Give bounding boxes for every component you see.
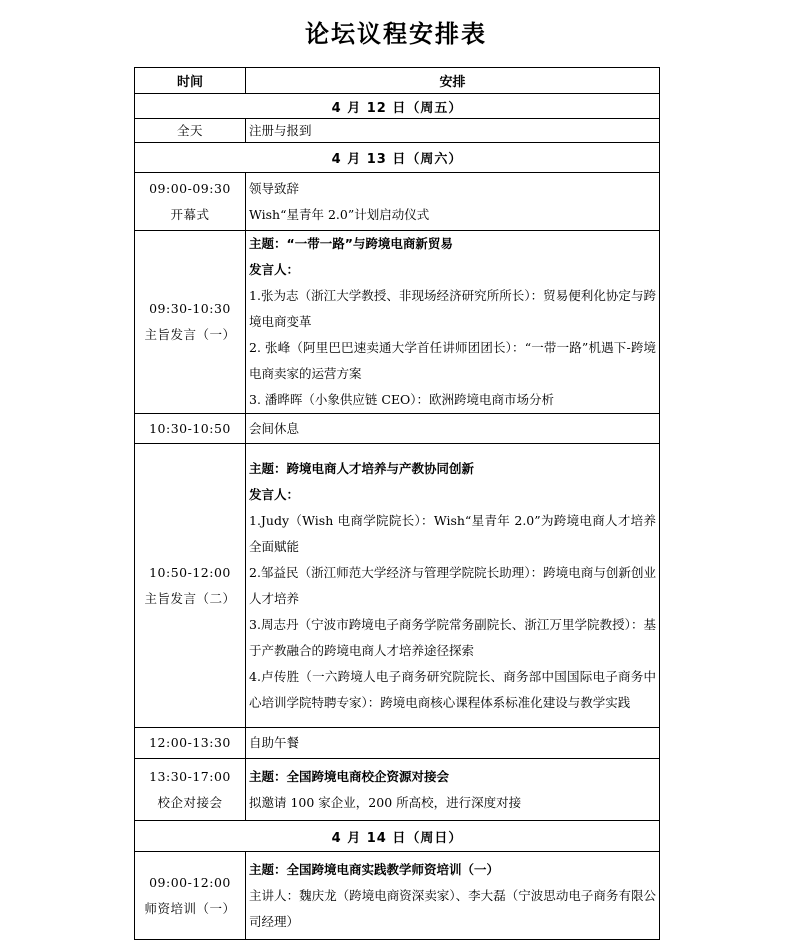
time-cell: 全天 — [135, 119, 246, 143]
plan-cell: 注册与报到 — [246, 119, 660, 143]
time-range: 09:30-10:30 — [149, 301, 231, 316]
plan-cell — [246, 173, 660, 231]
speaker-item: 4.卢传胜（一六跨境人电子商务研究院院长、商务部中国国际电子商务中心培训学院特聘专家）：跨境电商核心课程体系标准化建设与教学实践 — [249, 668, 656, 710]
plan-cell — [246, 231, 660, 414]
table-row — [135, 444, 660, 728]
date-day3: 4 月 14 日（周日） — [135, 821, 660, 852]
table-row — [135, 173, 660, 231]
date-row — [135, 94, 660, 119]
date-row — [135, 821, 660, 852]
time-cell — [135, 231, 246, 414]
time-range: 09:00-09:30 — [149, 180, 231, 196]
time-cell: 12:00-13:30 — [135, 728, 246, 759]
speaker-item: 2. 张峰（阿里巴巴速卖通大学首任讲师团团长）：“一带一路”机遇下-跨境电商卖家的运营方案 — [249, 340, 656, 381]
time-cell — [135, 444, 246, 728]
time-range: 09:00-12:00 — [149, 874, 231, 890]
time-cell — [135, 173, 246, 231]
session-label: 开幕式 — [170, 206, 210, 222]
session-label: 师资培训（一） — [144, 900, 236, 916]
session-theme: 主题：“一带一路”与跨境电商新贸易 — [249, 236, 453, 251]
speaker-item: 1.Judy（Wish 电商学院院长）：Wish“星青年 2.0”为跨境电商人才培养全面赋能 — [249, 512, 656, 554]
speakers-label: 发言人： — [249, 262, 300, 277]
time-cell: 10:30-10:50 — [135, 414, 246, 444]
plan-cell: 会间休息 — [246, 414, 660, 444]
speaker-item: 3.周志丹（宁波市跨境电子商务学院常务副院长、浙江万里学院教授）：基于产教融合的跨境电商人才培养途径探索 — [249, 616, 656, 658]
header-time: 时间 — [135, 68, 246, 94]
table-row — [135, 119, 660, 143]
plan-cell — [246, 444, 660, 728]
table-row — [135, 852, 660, 940]
session-label: 主旨发言（二） — [144, 590, 236, 606]
table-row — [135, 759, 660, 821]
session-theme: 主题：全国跨境电商校企资源对接会 — [249, 768, 450, 784]
page-title: 论坛议程安排表 — [305, 20, 487, 48]
session-theme: 主题：全国跨境电商实践教学师资培训（一） — [249, 861, 500, 877]
date-row — [135, 143, 660, 173]
session-label: 主旨发言（一） — [144, 327, 236, 342]
speaker-item: 2.邹益民（浙江师范大学经济与管理学院院长助理）：跨境电商与创新创业人才培养 — [249, 564, 656, 606]
table-row — [135, 414, 660, 444]
plan-line: 领导致辞 — [249, 180, 300, 196]
table-row — [135, 728, 660, 759]
plan-cell — [246, 852, 660, 940]
session-theme: 主题：跨境电商人才培养与产教协同创新 — [249, 460, 475, 476]
plan-line: Wish“星青年 2.0”计划启动仪式 — [249, 206, 430, 222]
table-row — [135, 231, 660, 414]
plan-cell: 自助午餐 — [246, 728, 660, 759]
time-cell — [135, 852, 246, 940]
header-plan: 安排 — [246, 68, 660, 94]
time-range: 13:30-17:00 — [149, 768, 231, 784]
plan-cell — [246, 759, 660, 821]
plan-line: 主讲人：魏庆龙（跨境电商资深卖家）、李大磊（宁波思动电子商务有限公司经理） — [249, 887, 656, 929]
table-header-row — [135, 68, 660, 94]
agenda-table — [134, 67, 660, 940]
time-range: 10:50-12:00 — [149, 564, 231, 580]
speaker-item: 1.张为志（浙江大学教授、非现场经济研究所所长）：贸易便利化协定与跨境电商变革 — [249, 288, 656, 329]
date-day2: 4 月 13 日（周六） — [135, 143, 660, 173]
plan-line: 拟邀请 100 家企业，200 所高校，进行深度对接 — [249, 794, 522, 810]
date-day1: 4 月 12 日（周五） — [135, 94, 660, 119]
session-label: 校企对接会 — [157, 794, 223, 810]
speakers-label: 发言人： — [249, 486, 300, 502]
time-cell — [135, 759, 246, 821]
speaker-item: 3. 潘晔晖（小象供应链 CEO）：欧洲跨境电商市场分析 — [249, 392, 555, 407]
